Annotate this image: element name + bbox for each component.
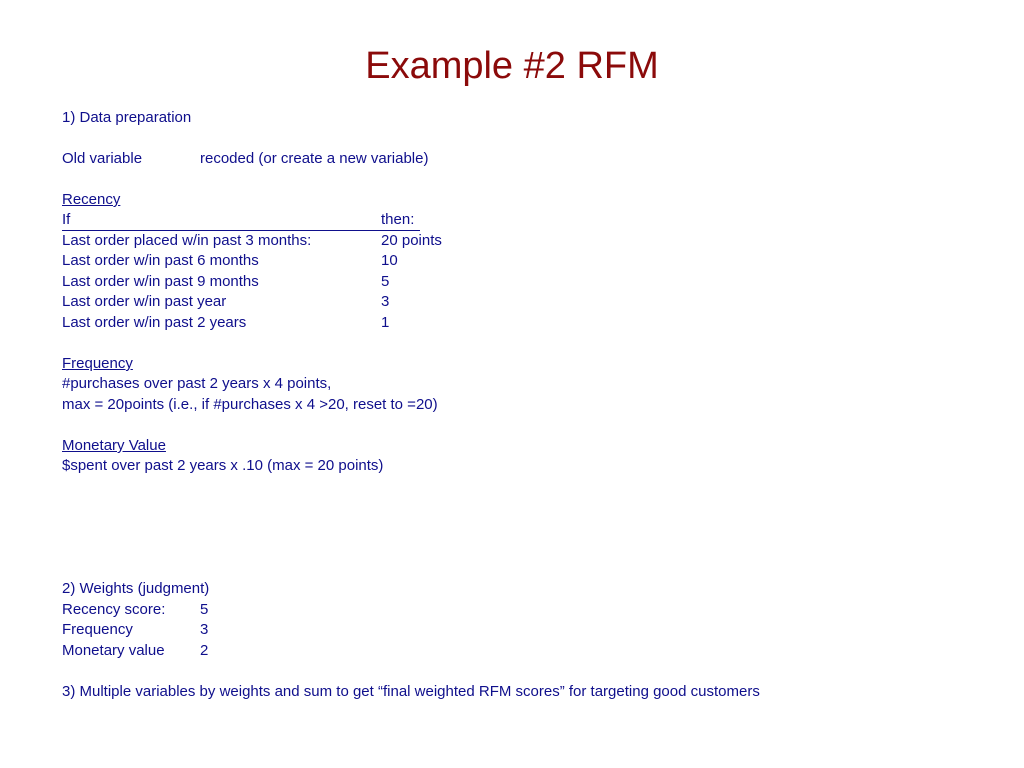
old-variable-label: Old variable xyxy=(62,150,143,167)
data-preparation-heading: 1) Data preparation xyxy=(62,109,192,126)
frequency-heading: Frequency xyxy=(62,355,133,372)
recoded-label: recoded (or create a new variable) xyxy=(200,150,429,167)
weight-label: Frequency xyxy=(62,621,133,638)
recency-points: 20 points xyxy=(381,232,442,249)
frequency-line-2: max = 20points (i.e., if #purchases x 4 >20, reset to =20) xyxy=(62,396,438,413)
recency-points: 3 xyxy=(381,293,390,310)
recency-points: 10 xyxy=(381,252,398,269)
weight-value: 5 xyxy=(200,601,209,618)
monetary-heading: Monetary Value xyxy=(62,437,166,454)
recency-condition: Last order w/in past year xyxy=(62,293,227,310)
if-label: If xyxy=(62,211,71,228)
weight-value: 3 xyxy=(200,621,209,638)
monetary-line-1: $spent over past 2 years x .10 (max = 20 points) xyxy=(62,457,384,474)
recency-condition: Last order w/in past 6 months xyxy=(62,252,259,269)
frequency-line-1: #purchases over past 2 years x 4 points, xyxy=(62,375,332,392)
recency-if-then-header xyxy=(62,210,420,231)
then-label: then: xyxy=(381,211,415,228)
weight-value: 2 xyxy=(200,642,209,659)
step-3-text: 3) Multiple variables by weights and sum to get “final weighted RFM scores” for targeting good customers xyxy=(62,683,760,700)
recency-condition: Last order placed w/in past 3 months: xyxy=(62,232,312,249)
weight-label: Monetary value xyxy=(62,642,165,659)
recency-points: 1 xyxy=(381,314,390,331)
recency-points: 5 xyxy=(381,273,390,290)
recency-condition: Last order w/in past 2 years xyxy=(62,314,247,331)
weight-label: Recency score: xyxy=(62,601,166,618)
recency-condition: Last order w/in past 9 months xyxy=(62,273,259,290)
weights-heading: 2) Weights (judgment) xyxy=(62,580,210,597)
slide-title: Example #2 RFM xyxy=(365,45,659,87)
recency-heading: Recency xyxy=(62,191,121,208)
